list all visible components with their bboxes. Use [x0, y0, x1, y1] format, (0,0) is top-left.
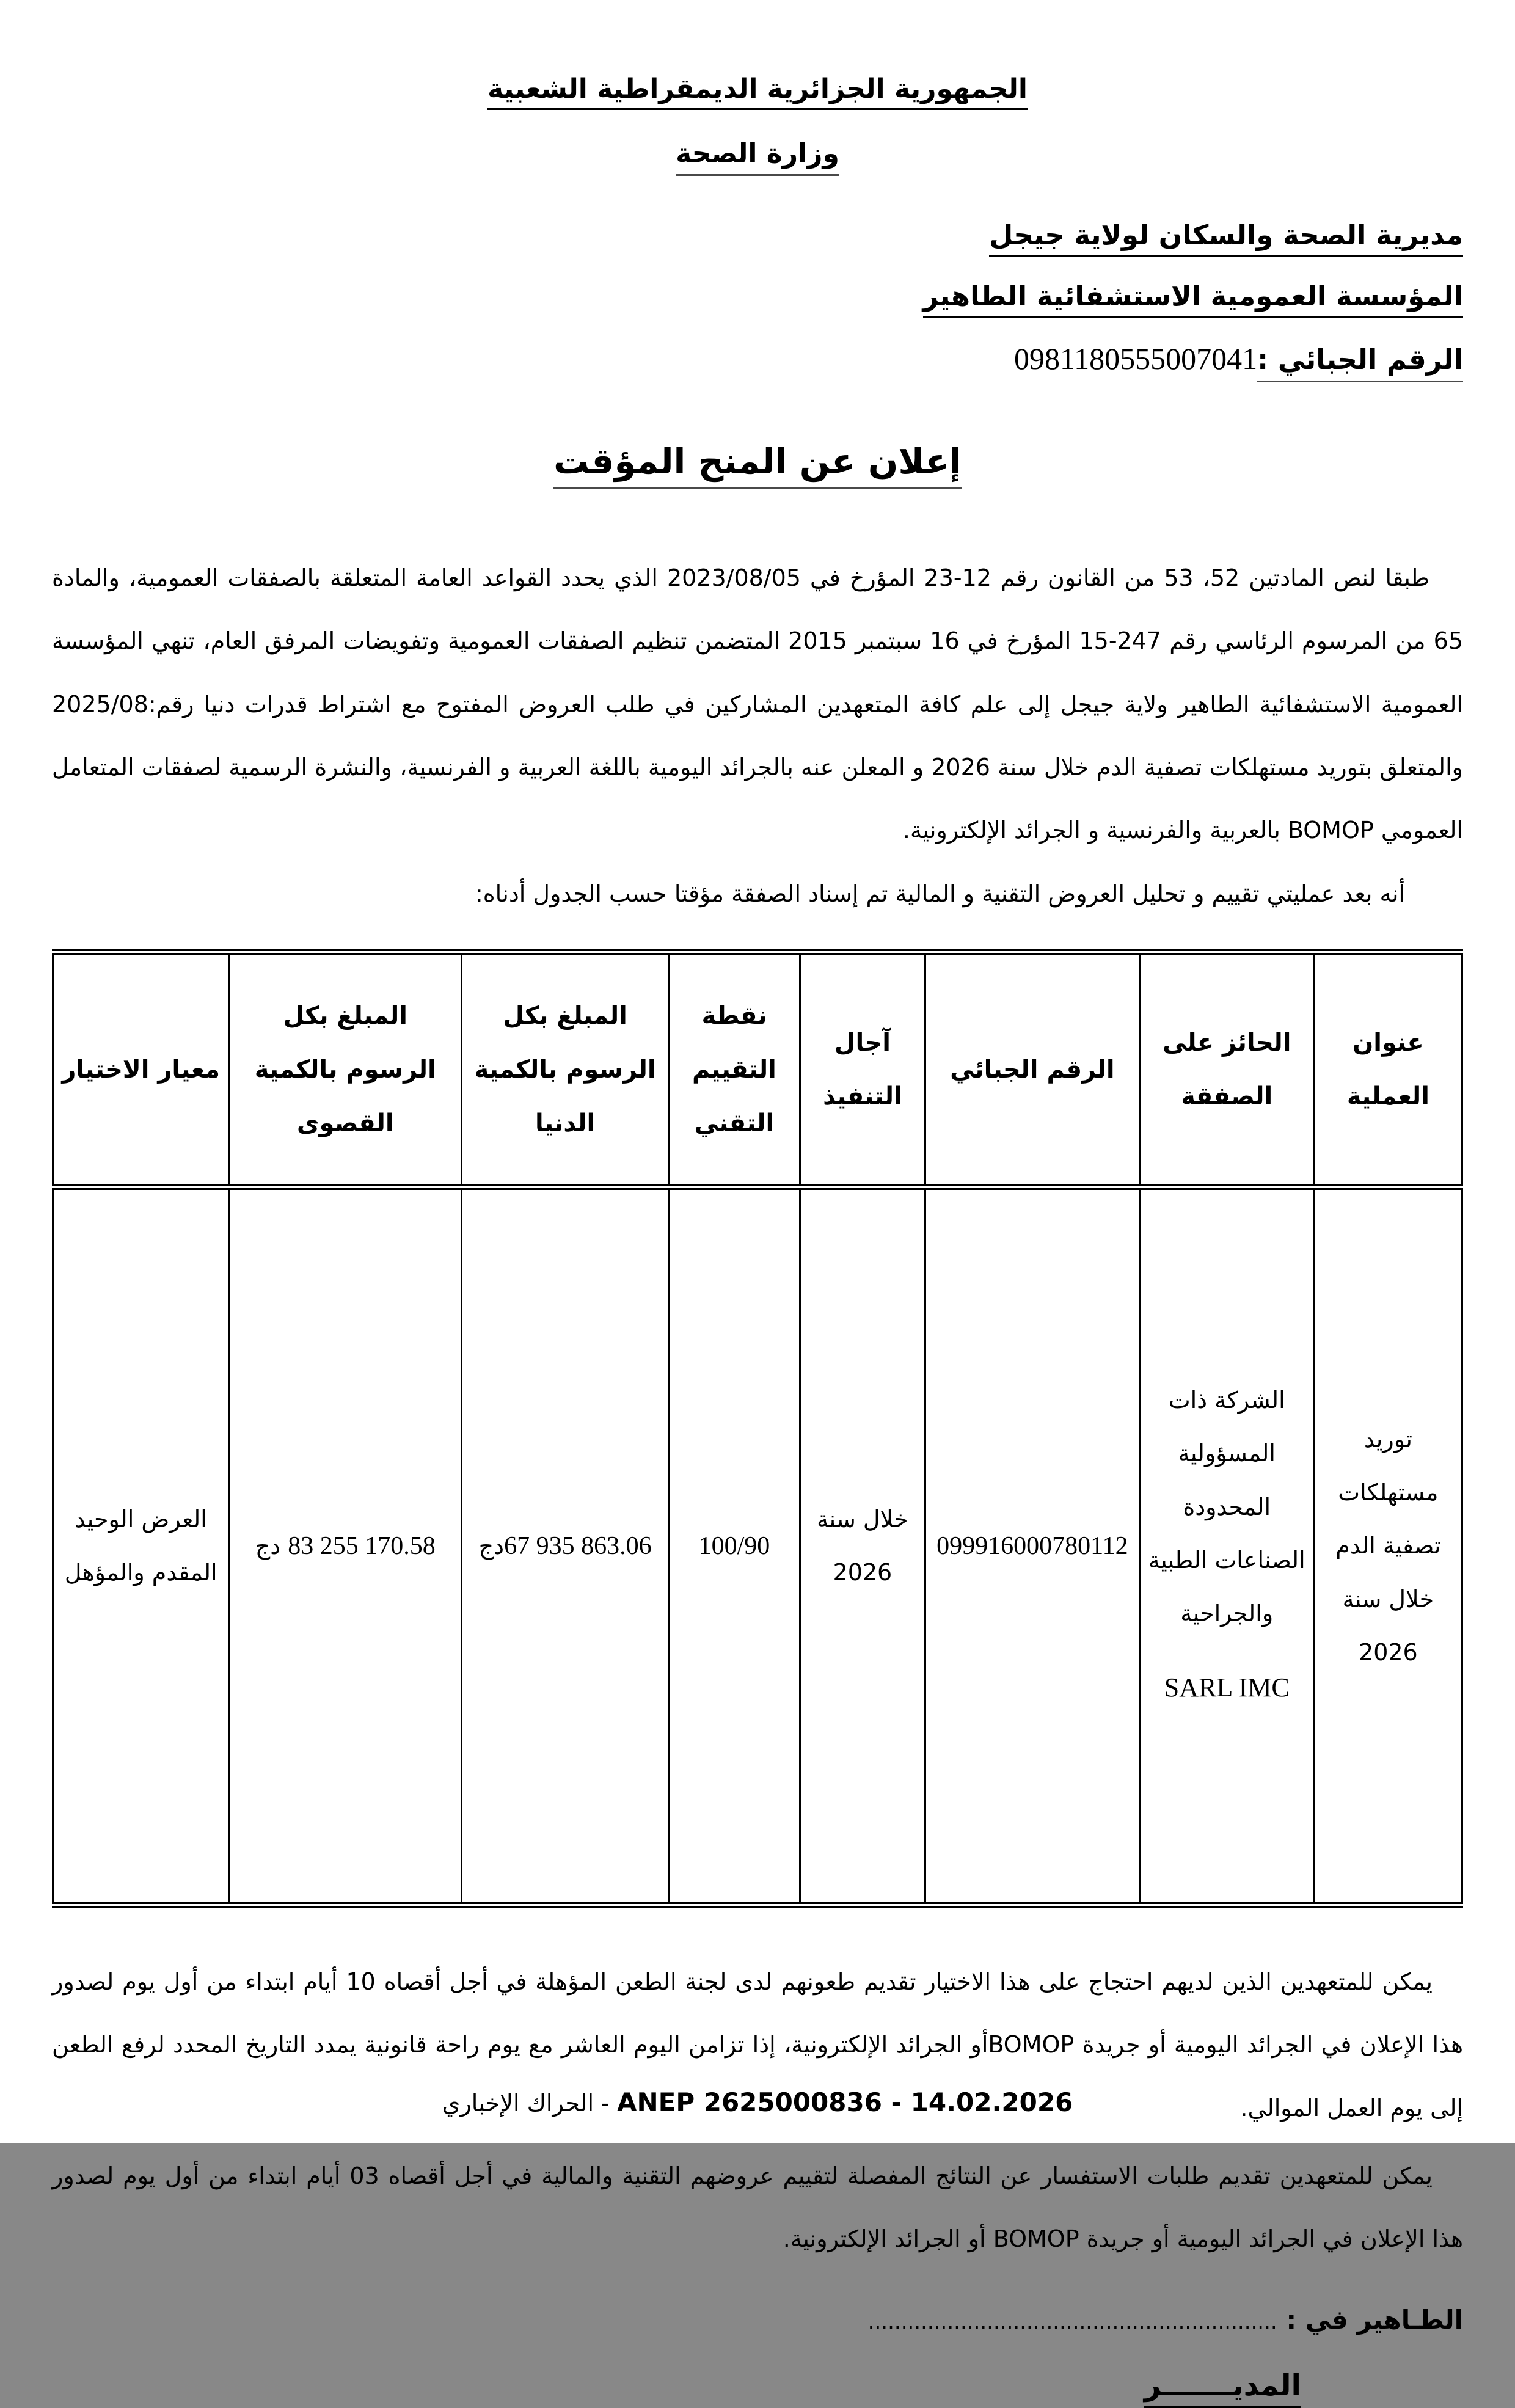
col-contract-winner: الحائز على الصفقة	[1139, 952, 1314, 1187]
page-title-text: إعلان عن المنح المؤقت	[553, 440, 962, 489]
appeal-paragraph: يمكن للمتعهدين الذين لديهم احتجاج على هذا الاختيار تقديم طعونهم لدى لجنة الطعن المؤهلة في أجل أقصاه 10 أيام ابتداء من أول يوم لصدور هذا الإعلان في الجرائد اليومية أو جريدة BOMOPأو الجرائد الإلكترونية، إذا تزامن اليوم العاشر مع يوم راحة قانونية يمدد التاريخ المحدد لرفع الطعن إلى يوم العمل الموالي.	[52, 1968, 1464, 2122]
director-title: المديـــــــر	[1144, 2368, 1301, 2408]
place-date-label: الطـاهير في :	[1277, 2304, 1463, 2335]
award-table-row	[53, 1187, 1462, 1905]
establishment-text: المؤسسة العمومية الاستشفائية الطاهير	[923, 280, 1463, 318]
col-selection-criterion: معيار الاختيار	[53, 952, 229, 1187]
inquiry-paragraph: يمكن للمتعهدين تقديم طلبات الاستفسار عن النتائج المفصلة لتقييم عروضهم التقنية والمالية في أجل أقصاه 03 أيام ابتداء من أول يوم لصدور هذا الإعلان في الجرائد اليومية أو جريدة BOMOP أو الجرائد الإلكترونية.	[52, 2162, 1463, 2253]
col-tax-number: الرقم الجبائي	[925, 952, 1140, 1187]
document-header-center	[52, 73, 1463, 176]
director-signature-block	[52, 2335, 1463, 2408]
winner-arabic-name: الشركة ذات المسؤولية المحدودة الصناعات الطبية والجراحية	[1148, 1386, 1305, 1627]
tax-id-value: 0981180555007041	[1014, 341, 1258, 376]
cell-selection-criterion: العرض الوحيد المقدم والمؤهل	[53, 1187, 229, 1905]
award-table-header-row	[53, 952, 1462, 1187]
max-amount-currency: دج	[255, 1532, 281, 1560]
place-date-line	[52, 2305, 1463, 2335]
winner-latin-name: SARL IMC	[1164, 1672, 1290, 1702]
col-max-amount: المبلغ بكل الرسوم بالكمية القصوى	[229, 952, 462, 1187]
min-amount-currency: دج	[478, 1532, 505, 1560]
tax-id-line	[52, 341, 1463, 382]
anep-reference: ANEP 2625000836 - 14.02.2026	[616, 2087, 1073, 2117]
republic-title	[52, 73, 1463, 110]
ministry-title-text: وزارة الصحة	[676, 138, 839, 176]
page-title	[52, 440, 1463, 489]
cell-contract-winner	[1139, 1187, 1314, 1905]
cell-max-amount	[229, 1187, 462, 1905]
directorate-text: مديرية الصحة والسكان لولاية جيجل	[989, 219, 1463, 257]
publisher-name: الحراك الإخباري	[442, 2090, 594, 2117]
directorate-line	[52, 219, 1463, 257]
award-table	[52, 949, 1463, 1908]
table-lead-in: أنه بعد عمليتي تقييم و تحليل العروض التقنية و المالية تم إسناد الصفقة مؤقتا حسب الجدول أدناه:	[475, 880, 1405, 907]
col-execution-period: آجال التنفيذ	[800, 952, 925, 1187]
cell-tax-number	[925, 1187, 1140, 1905]
establishment-line	[52, 280, 1463, 318]
footer-line	[0, 2087, 1515, 2117]
document-header-right	[52, 219, 1463, 382]
technical-score-value: 100/90	[698, 1531, 770, 1560]
republic-title-text: الجمهورية الجزائرية الديمقراطية الشعبية	[487, 73, 1028, 110]
col-technical-score: نقطة التقييم التقني	[669, 952, 800, 1187]
cell-operation-title: توريد مستهلكات تصفية الدم خلال سنة 2026	[1314, 1187, 1462, 1905]
cell-technical-score	[669, 1187, 800, 1905]
col-min-amount: المبلغ بكل الرسوم بالكمية الدنيا	[462, 952, 669, 1187]
min-amount-value: 67 935 863.06	[504, 1531, 652, 1560]
footer-separator: -	[594, 2090, 617, 2117]
intro-paragraph: طبقا لنص المادتين 52، 53 من القانون رقم 12-23 المؤرخ في 2023/08/05 الذي يحدد القواعد العامة المتعلقة بالصفقات العمومية، والمادة 65 من المرسوم الرئاسي رقم 247-15 المؤرخ في 16 سبتمبر 2015 المتضمن تنظيم الصفقات العمومية وتفويضات المرفق العام، تنهي المؤسسة العمومية الاستشفائية الطاهير ولاية جيجل إلى علم كافة المتعهدين المشاركين في طلب العروض المفتوح مع اشتراط قدرات دنيا رقم:2025/08 والمتعلق بتوريد مستهلكات تصفية الدم خلال سنة 2026 و المعلن عنه بالجرائد اليومية باللغة العربية و الفرنسية، والنشرة الرسمية لصفقات المتعامل العمومي BOMOP بالعربية والفرنسية و الجرائد الإلكترونية.	[52, 564, 1464, 844]
ministry-title	[52, 138, 1463, 176]
max-amount-value: 83 255 170.58	[288, 1531, 436, 1560]
date-dotted-line: ..............................................................	[867, 2309, 1277, 2334]
cell-execution-period: خلال سنة 2026	[800, 1187, 925, 1905]
cell-min-amount	[462, 1187, 669, 1905]
col-operation-title: عنوان العملية	[1314, 952, 1462, 1187]
tax-id-label: الرقم الجبائي :	[1257, 343, 1463, 382]
winner-tax-number: 099916000780112	[936, 1531, 1128, 1560]
